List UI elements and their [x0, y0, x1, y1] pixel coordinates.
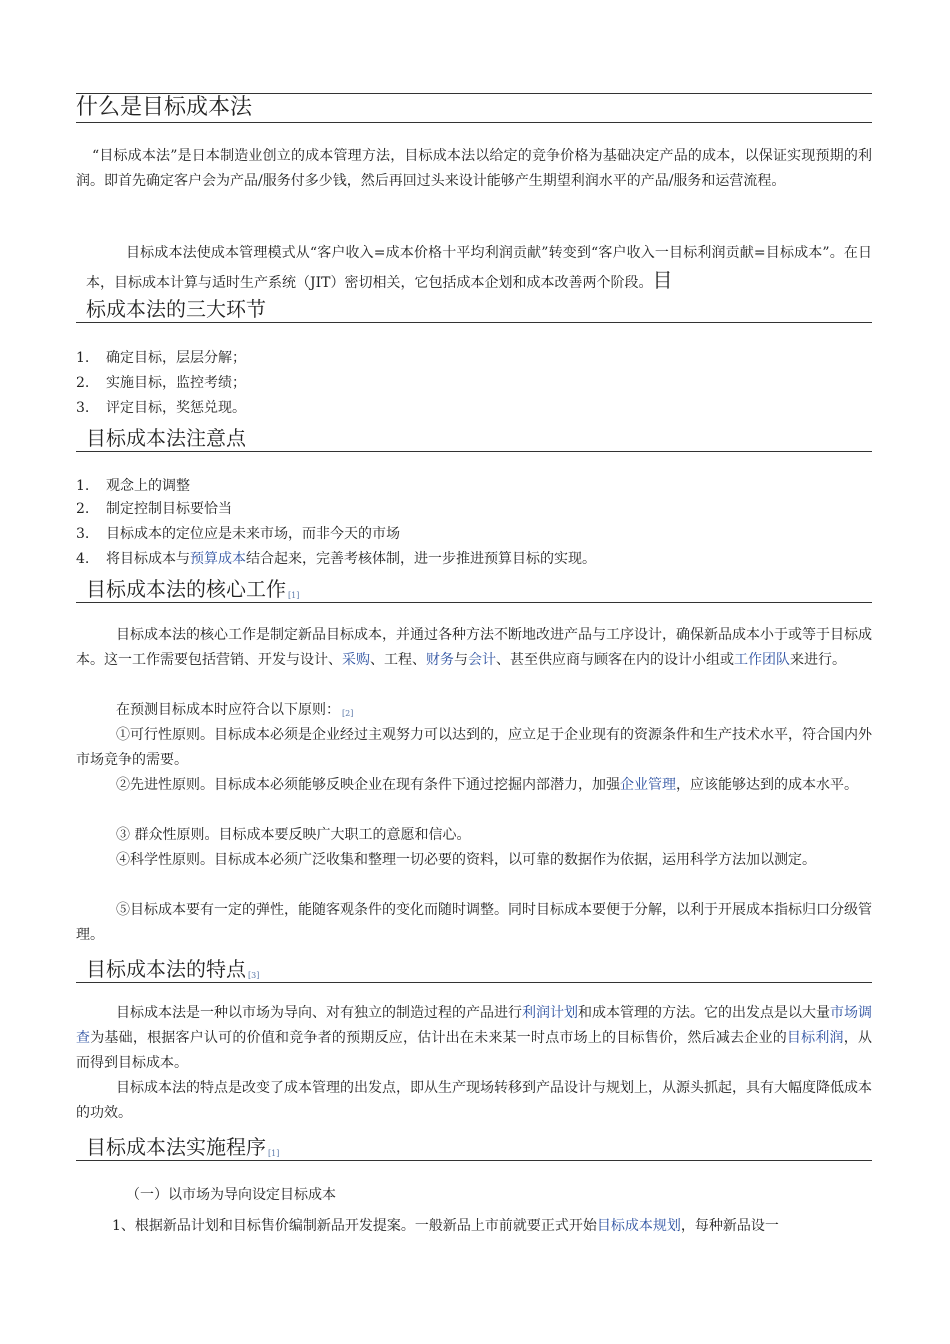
features-paragraph-2: 目标成本法的特点是改变了成本管理的出发点，即从生产现场转移到产品设计与规划上，从源头抓起，具有大幅度降低成本的功效。: [76, 1080, 872, 1121]
core-work-paragraph: 目标成本法的核心工作是制定新品目标成本，并通过各种方法不断地改进产品与工序设计，确保新品成本小于或等于目标成本。这一工作需要包括营销、开发与设计、采购、工程、财务与会计、甚至供应商与顾客在内的设计小组或工作团队来进行。: [76, 627, 872, 668]
principle-feasibility: ①可行性原则。目标成本必须是企业经过主观努力可以达到的，应立足于企业现有的资源条件和生产技术水平，符合国内外市场竞争的需要。: [76, 727, 872, 768]
section-heading-three-stages: 标成本法的三大环节: [76, 296, 872, 323]
link-profit-plan[interactable]: 利润计划: [522, 1005, 578, 1021]
section-heading-procedure: 目标成本法实施程序 [1]: [76, 1134, 872, 1161]
list-item: 2. 制定控制目标要恰当: [76, 501, 232, 517]
principle-mass: ③ 群众性原则。目标成本要反映广大职工的意愿和信心。: [116, 827, 471, 843]
features-paragraph-1: 目标成本法是一种以市场为导向、对有独立的制造过程的产品进行利润计划和成本管理的方法。它的出发点是以大量市场调查为基础，根据客户认可的价值和竞争者的预期反应，估计出在未来某一时点市场上的目标售价，然后减去企业的目标利润，从而得到目标成本。: [76, 1005, 872, 1071]
link-procurement[interactable]: 采购: [342, 652, 370, 668]
link-enterprise-management[interactable]: 企业管理: [620, 777, 676, 793]
intro-paragraph-2: 目标成本法使成本管理模式从“客户收入=成本价格十平均利润贡献”转变到“客户收入一目标利润贡献=目标成本”。在日本，目标成本计算与适时生产系统（JIT）密切相关，它包括成本企划和成本改善两个阶段。目: [86, 245, 872, 292]
link-market-survey[interactable]: 市场调查: [76, 1005, 872, 1046]
list-item: 1. 确定目标，层层分解；: [76, 350, 246, 366]
procedure-subheading: （一）以市场为导向设定目标成本: [126, 1187, 336, 1203]
intro-paragraph-1: “目标成本法”是日本制造业创立的成本管理方法，目标成本法以给定的竞争价格为基础决定产品的成本，以保证实现预期的利润。即首先确定客户会为产品/服务付多少钱，然后再回过头来设计能够产生期望利润水平的产品/服务和运营流程。: [76, 148, 872, 189]
section-heading-features: 目标成本法的特点 [3]: [76, 956, 872, 983]
link-work-team[interactable]: 工作团队: [734, 652, 790, 668]
list-item: 4. 将目标成本与预算成本结合起来，完善考核体制，进一步推进预算目标的实现。: [76, 551, 596, 567]
procedure-paragraph-1: 1、根据新品计划和目标售价编制新品开发提案。一般新品上市前就要正式开始目标成本规划，每种新品设一: [112, 1218, 779, 1234]
principle-advanced: ②先进性原则。目标成本必须能够反映企业在现有条件下通过挖掘内部潜力，加强企业管理，应该能够达到的成本水平。: [116, 777, 858, 793]
reference-link[interactable]: [2]: [342, 709, 354, 718]
link-target-cost-planning[interactable]: 目标成本规划: [596, 1218, 681, 1234]
reference-link[interactable]: [1]: [268, 1149, 280, 1158]
principle-elasticity: ⑤目标成本要有一定的弹性，能随客观条件的变化而随时调整。同时目标成本要便于分解，以利于开展成本指标归口分级管理。: [76, 902, 872, 943]
reference-link[interactable]: [3]: [248, 971, 260, 980]
list-item: 1. 观念上的调整: [76, 478, 190, 494]
list-item: 2. 实施目标，监控考绩；: [76, 375, 246, 391]
section-heading-notes: 目标成本法注意点: [76, 425, 872, 452]
section-heading-core-work: 目标成本法的核心工作 [1]: [76, 576, 872, 603]
reference-link[interactable]: [1]: [288, 591, 300, 600]
list-item: 3. 评定目标，奖惩兑现。: [76, 400, 246, 416]
link-budget-cost[interactable]: 预算成本: [190, 551, 246, 567]
link-accounting[interactable]: 会计: [468, 652, 496, 668]
principles-intro: 在预测目标成本时应符合以下原则： [2]: [116, 702, 354, 718]
link-finance[interactable]: 财务: [426, 652, 454, 668]
link-target-profit[interactable]: 目标利润: [786, 1030, 844, 1046]
page-title: 什么是目标成本法: [76, 93, 872, 123]
principle-scientific: ④科学性原则。目标成本必须广泛收集和整理一切必要的资料，以可靠的数据作为依据，运用科学方法加以测定。: [116, 852, 816, 868]
list-item: 3. 目标成本的定位应是未来市场，而非今天的市场: [76, 526, 400, 542]
